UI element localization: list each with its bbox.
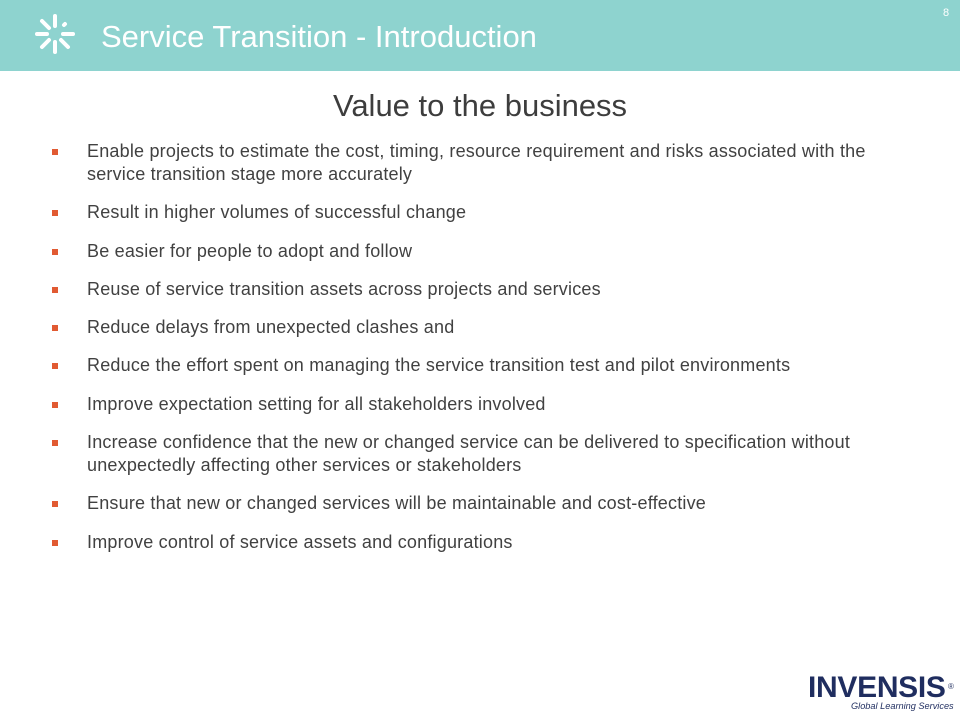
section-heading: Value to the business — [332, 88, 628, 123]
bullet-text: Increase confidence that the new or changed service can be delivered to specification without unexpectedly affecting other services or stakeholders — [87, 432, 851, 476]
square-bullet-icon — [52, 325, 58, 331]
bullet-text: Reduce the effort spent on managing the service transition test and pilot environments — [87, 355, 791, 376]
logo-tagline: Global Learning Services — [851, 701, 954, 711]
square-bullet-icon — [52, 287, 58, 293]
invensis-logo — [806, 670, 956, 716]
bullet-text: Result in higher volumes of successful change — [87, 202, 467, 223]
registered-mark: ® — [948, 682, 954, 691]
bullet-text: Enable projects to estimate the cost, timing, resource requirement and risks associated with the service transition stage more accurately — [87, 141, 866, 184]
bullet-list — [0, 140, 897, 569]
bullet-item — [0, 354, 897, 377]
bullet-text: Be easier for people to adopt and follow — [87, 240, 413, 261]
logo-wordmark: INVENSIS — [808, 671, 946, 704]
square-bullet-icon — [52, 540, 58, 546]
page-number: 8 — [943, 7, 950, 19]
bullet-item — [0, 431, 897, 477]
square-bullet-icon — [52, 249, 58, 255]
bullet-item — [0, 140, 897, 186]
bullet-text: Ensure that new or changed services will be maintainable and cost-effective — [87, 493, 707, 514]
spinner-icon — [33, 12, 77, 56]
slide-title: Service Transition - Introduction — [101, 19, 537, 54]
bullet-item — [0, 201, 897, 224]
square-bullet-icon — [52, 402, 58, 408]
bullet-item — [0, 492, 897, 515]
square-bullet-icon — [52, 501, 58, 507]
bullet-item — [0, 393, 897, 416]
bullet-text: Improve expectation setting for all stakeholders involved — [87, 393, 546, 414]
square-bullet-icon — [52, 440, 58, 446]
bullet-item — [0, 531, 897, 554]
bullet-item — [0, 316, 897, 339]
square-bullet-icon — [52, 149, 58, 155]
bullet-text: Reuse of service transition assets across projects and services — [87, 278, 601, 299]
slide-header-bar — [0, 0, 960, 71]
bullet-item — [0, 278, 897, 301]
bullet-item — [0, 240, 897, 263]
bullet-text: Reduce delays from unexpected clashes and — [87, 317, 455, 338]
square-bullet-icon — [52, 363, 58, 369]
bullet-text: Improve control of service assets and configurations — [87, 531, 513, 552]
square-bullet-icon — [52, 210, 58, 216]
